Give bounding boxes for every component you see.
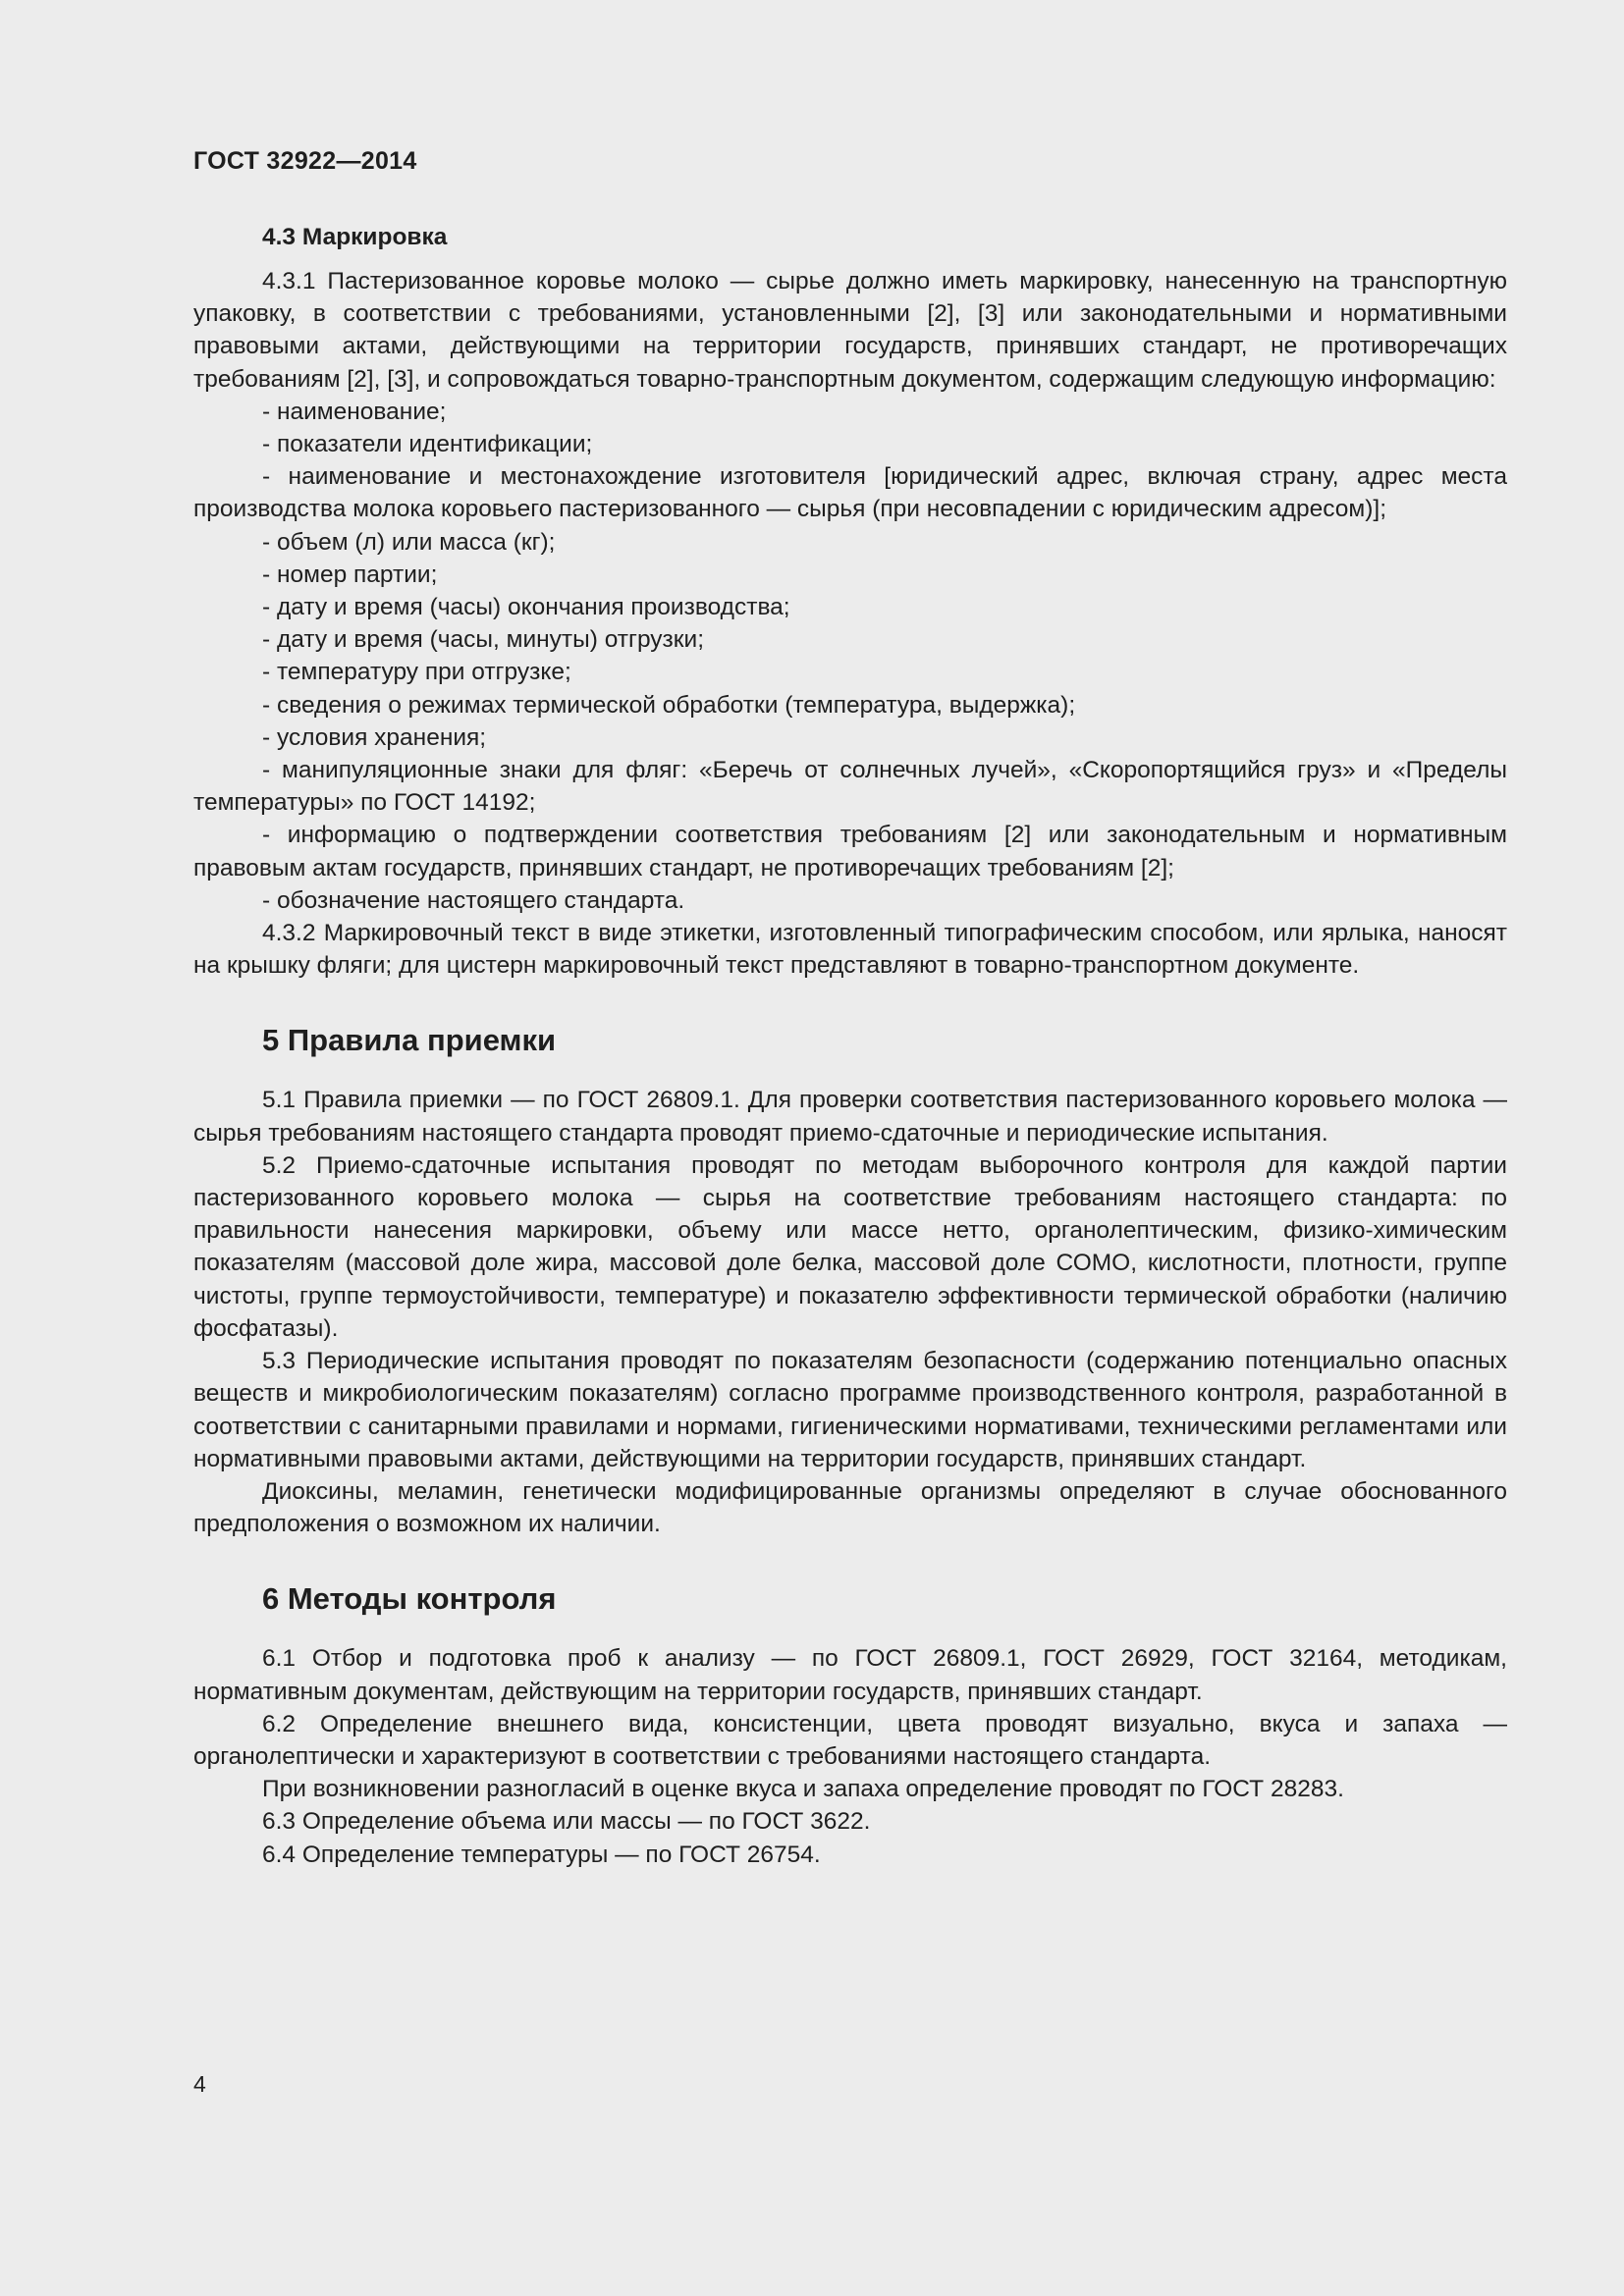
marking-info-list xyxy=(193,396,1507,917)
list-item: - манипуляционные знаки для фляг: «Беречь от солнечных лучей», «Скоропортящийся груз» и «Пределы температуры» по ГОСТ 14192; xyxy=(193,757,1507,817)
paragraph-5-2: 5.2 Приемо-сдаточные испытания проводят по методам выборочного контроля для каждой партии пастеризованного коровьего молока — сырья на соответствие требованиям настоящего стандарта: по правильности нанесения маркировки, объему или массе нетто, органолептическим, физико-химическим показателям (массовой доле жира, массовой доле белка, массовой доле СОМО, кислотности, плотности, группе чистоты, группе термоустойчивости, температуре) и показателю эффективности термической обработки (наличию фосфатазы). xyxy=(193,1151,1507,1342)
paragraph-5-3: 5.3 Периодические испытания проводят по показателям безопасности (содержанию потенциально опасных веществ и микробиологическим показателям) согласно программе производственного контроля, разработанной в соответствии с санитарными правилами и нормами, гигиеническими нормативами, техническими регламентами или нормативными правовыми актами, действующими на территории государств, принявших стандарт. xyxy=(193,1348,1507,1472)
list-item: - условия хранения; xyxy=(262,723,487,751)
page-number: 4 xyxy=(193,2071,206,2097)
paragraph-6-4: 6.4 Определение температуры — по ГОСТ 26754. xyxy=(262,1841,821,1868)
list-item: - объем (л) или масса (кг); xyxy=(262,528,556,556)
list-item: - показатели идентификации; xyxy=(262,431,593,458)
section-title-6: 6 Методы контроля xyxy=(262,1581,557,1617)
list-item: - сведения о режимах термической обработки (температура, выдержка); xyxy=(262,691,1076,719)
paragraph-6-2: 6.2 Определение внешнего вида, консистенции, цвета проводят визуально, вкуса и запаха — органолептически и характеризуют в соответствии с требованиями настоящего стандарта. xyxy=(193,1710,1507,1770)
list-item: - наименование и местонахождение изготовителя [юридический адрес, включая страну, адрес места производства молока коровьего пастеризованного — сырья (при несовпадении с юридическим адресом)]; xyxy=(193,463,1507,523)
paragraph-6-1: 6.1 Отбор и подготовка проб к анализу — по ГОСТ 26809.1, ГОСТ 26929, ГОСТ 32164, методикам, нормативным документам, действующим на территории государств, принявших стандарт. xyxy=(193,1645,1507,1705)
list-item: - дату и время (часы, минуты) отгрузки; xyxy=(262,626,704,654)
paragraph-4-3-1: 4.3.1 Пастеризованное коровье молоко — сырье должно иметь маркировку, нанесенную на транспортную упаковку, в соответствии с требованиями, установленными [2], [3] или законодательными и нормативными правовыми актами, действующими на территории государств, принявших стандарт, не противоречащих требованиям [2], [3], и сопровождаться товарно-транспортным документом, содержащим следующую информацию: xyxy=(193,268,1507,393)
subsection-title-4-3: 4.3 Маркировка xyxy=(262,224,448,250)
list-item: - наименование; xyxy=(262,398,447,425)
list-item: - номер партии; xyxy=(262,561,438,588)
paragraph-4-3-2: 4.3.2 Маркировочный текст в виде этикетки, изготовленный типографическим способом, или ярлыка, наносят на крышку фляги; для цистерн маркировочный текст представляют в товарно-транспортном документе. xyxy=(193,920,1507,980)
paragraph-5-1: 5.1 Правила приемки — по ГОСТ 26809.1. Для проверки соответствия пастеризованного коровьего молока — сырья требованиям настоящего стандарта проводят приемо-сдаточные и периодические испытания. xyxy=(193,1087,1507,1147)
list-item: - дату и время (часы) окончания производства; xyxy=(262,594,790,621)
paragraph-6-3: 6.3 Определение объема или массы — по ГОСТ 3622. xyxy=(262,1808,871,1836)
paragraph-5-3-note: Диоксины, меламин, генетически модифицированные организмы определяют в случае обоснованного предположения о возможном их наличии. xyxy=(193,1477,1507,1538)
document-body xyxy=(193,221,1507,1871)
list-item: - обозначение настоящего стандарта. xyxy=(262,886,685,914)
section-title-5: 5 Правила приемки xyxy=(262,1023,557,1058)
list-item: - информацию о подтверждении соответствия требованиям [2] или законодательным и нормативным правовым актам государств, принявших стандарт, не противоречащих требованиям [2]; xyxy=(193,822,1507,881)
list-item: - температуру при отгрузке; xyxy=(262,659,571,686)
paragraph-6-2-note: При возникновении разногласий в оценке вкуса и запаха определение проводят по ГОСТ 28283. xyxy=(262,1776,1344,1803)
document-code-header: ГОСТ 32922—2014 xyxy=(193,147,417,175)
